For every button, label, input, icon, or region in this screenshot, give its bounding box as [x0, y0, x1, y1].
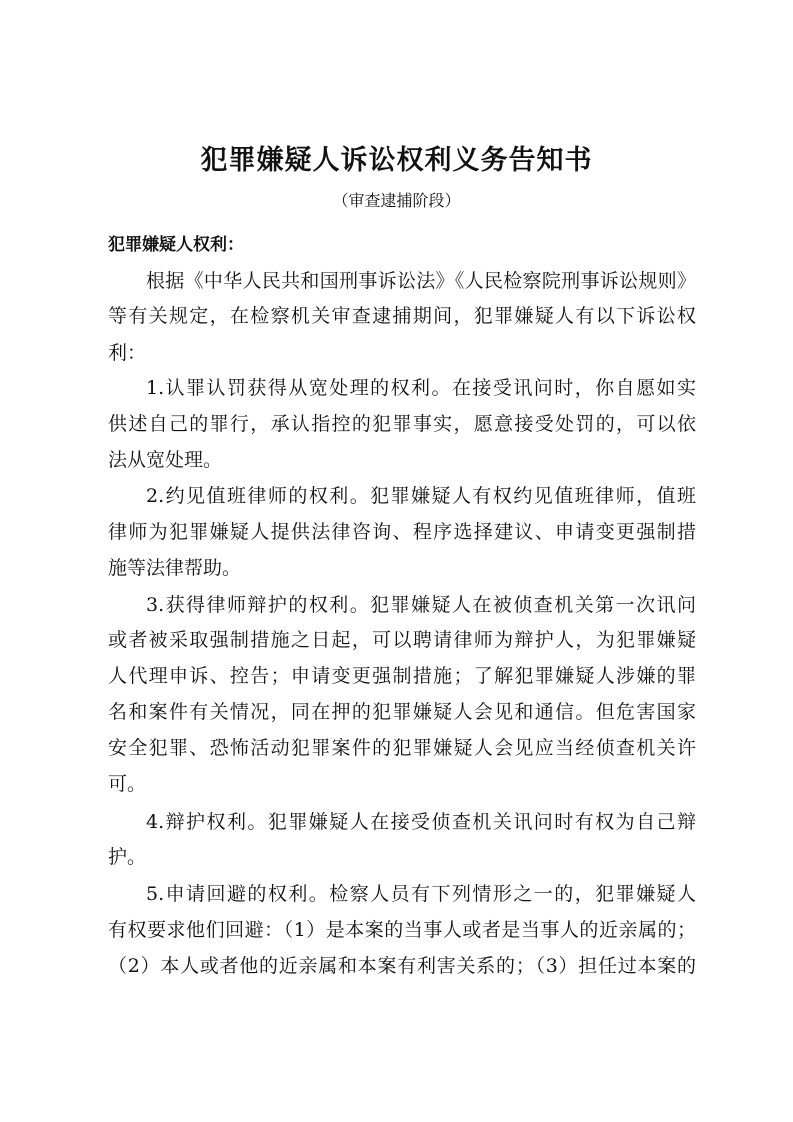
text-line: 法从宽处理。 [108, 449, 223, 471]
text-line: 供述自己的罪行，承认指控的犯罪事实，愿意接受处罚的，可以依 [108, 413, 696, 435]
section-heading: 犯罪嫌疑人权利： [108, 235, 244, 255]
text-line: 等有关规定，在检察机关审查逮捕期间，犯罪嫌疑人有以下诉讼权 [108, 305, 696, 327]
text-line: 或者被采取强制措施之日起，可以聘请律师为辩护人，为犯罪嫌疑 [108, 629, 696, 651]
text-line: 3.获得律师辩护的权利。犯罪嫌疑人在被侦查机关第一次讯问 [146, 594, 696, 616]
text-line: 有权要求他们回避：（1）是本案的当事人或者是当事人的近亲属的； [108, 919, 696, 941]
document-title: 犯罪嫌疑人诉讼权利义务告知书 [200, 145, 593, 176]
text-line: 安全犯罪、恐怖活动犯罪案件的犯罪嫌疑人会见应当经侦查机关许 [108, 737, 696, 759]
text-line: （2）本人或者他的近亲属和本案有利害关系的；（3）担任过本案的 [108, 955, 696, 977]
text-line: 5.申请回避的权利。检察人员有下列情形之一的，犯罪嫌疑人 [146, 883, 696, 905]
text-line: 根据《中华人民共和国刑事诉讼法》《人民检察院刑事诉讼规则》 [146, 270, 696, 292]
document-subtitle: （审查逮捕阶段） [332, 191, 461, 210]
text-line: 人代理申诉、控告；申请变更强制措施；了解犯罪嫌疑人涉嫌的罪 [108, 665, 696, 687]
text-line: 利： [108, 342, 147, 364]
text-line: 2.约见值班律师的权利。犯罪嫌疑人有权约见值班律师，值班 [146, 485, 696, 507]
text-line: 施等法律帮助。 [108, 557, 242, 579]
text-line: 护。 [108, 846, 147, 868]
text-line: 4.辩护权利。犯罪嫌疑人在接受侦查机关讯问时有权为自己辩 [146, 811, 696, 833]
text-line: 可。 [108, 773, 147, 795]
text-line: 名和案件有关情况，同在押的犯罪嫌疑人会见和通信。但危害国家 [108, 701, 696, 723]
text-line: 律师为犯罪嫌疑人提供法律咨询、程序选择建议、申请变更强制措 [108, 521, 696, 543]
text-line: 1.认罪认罚获得从宽处理的权利。在接受讯问时，你自愿如实 [146, 377, 696, 399]
